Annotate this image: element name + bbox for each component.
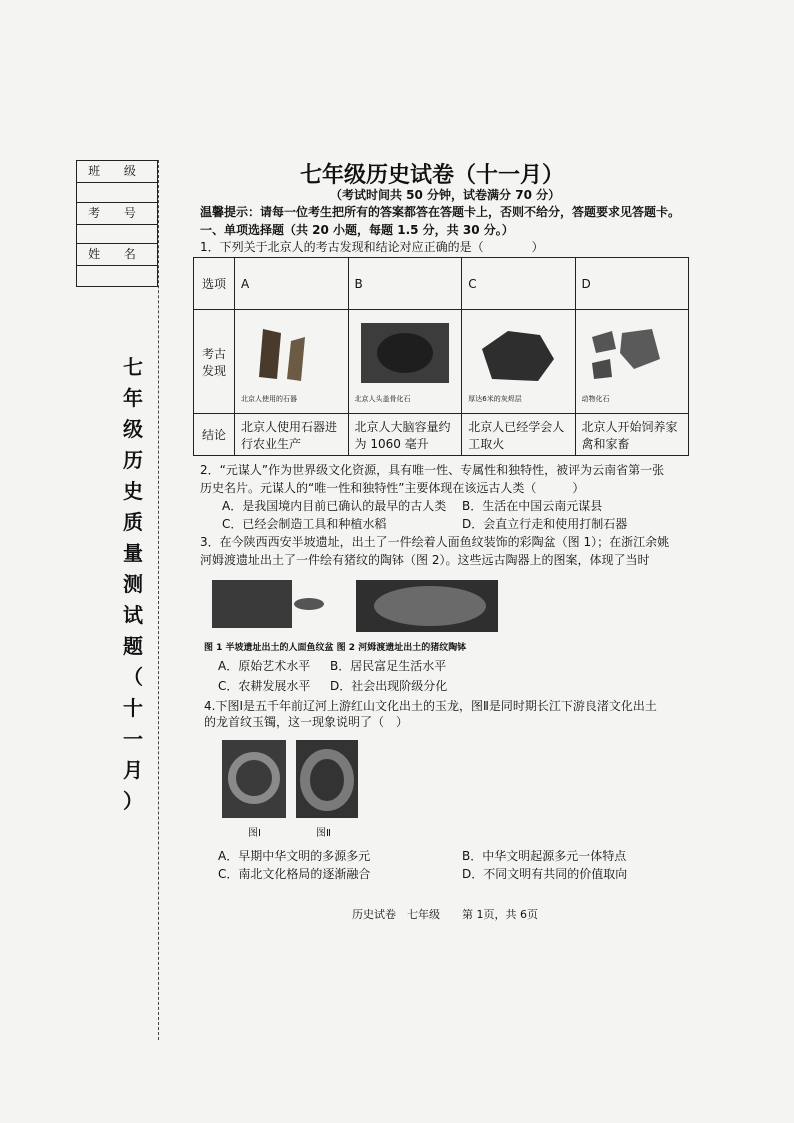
name-label: 姓 名 [77, 243, 157, 266]
finding-c-caption: 厚达6米的灰烬层 [468, 395, 522, 403]
name-field [77, 265, 157, 285]
q2-stem-line2: 历史名片。元谋人的“唯一性和独特性”主要体现在该远古人类（ ） [200, 481, 585, 495]
finding-c [462, 310, 575, 414]
option-b: B [348, 258, 462, 310]
warm-tip: 温馨提示：请每一位考生把所有的答案都答在答题卡上，否则不给分，答题要求见答题卡。 [200, 205, 681, 219]
q2-option-c: C．已经会制造工具和种植水稻 [222, 517, 387, 531]
q1-stem: 1．下列关于北京人的考古发现和结论对应正确的是（ ） [200, 240, 544, 254]
skull-photo [355, 319, 455, 391]
row-label-conclusion: 结论 [194, 414, 235, 456]
q4-option-a: A．早期中华文明的多源多元 [218, 849, 371, 863]
option-c: C [462, 258, 575, 310]
q4-option-c: C．南北文化格局的逐渐融合 [218, 867, 371, 881]
conclusion-d: 北京人开始饲养家禽和家畜 [575, 414, 688, 456]
q3-stem-line2: 河姆渡遗址出土了一件绘有猪纹的陶钵（图 2）。这些远古陶器上的图案，体现了当时 [200, 553, 650, 567]
row-label-option: 选项 [194, 258, 235, 310]
conclusion-a: 北京人使用石器进行农业生产 [235, 414, 349, 456]
q4-option-d: D．不同文明有共同的价值取向 [462, 867, 628, 881]
finding-a-caption: 北京人使用的石器 [241, 395, 297, 403]
binding-line [158, 160, 159, 1040]
ash-layer-photo [468, 319, 568, 391]
finding-b [348, 310, 462, 414]
conclusion-b: 北京人大脑容量约为 1060 毫升 [348, 414, 462, 456]
conclusion-c: 北京人已经学会人工取火 [462, 414, 575, 456]
exam-subtitle: （考试时间共 50 分钟，试卷满分 70 分） [330, 188, 561, 202]
figure-i-jade-dragon-photo [222, 740, 286, 818]
side-title: 七 年 级 历 史 质 量 测 试 题 （ 十 一 月 ） [123, 355, 143, 813]
q1-table [193, 257, 689, 456]
q2-option-d: D．会直立行走和使用打制石器 [462, 517, 628, 531]
q3-option-b: B．居民富足生活水平 [330, 659, 447, 673]
q3-option-d: D．社会出现阶级分化 [330, 679, 448, 693]
exam-no-field [77, 224, 157, 242]
finding-a [235, 310, 349, 414]
page-title: 七年级历史试卷（十一月） [300, 163, 565, 188]
finding-d [575, 310, 688, 414]
stone-tools-photo [241, 319, 341, 391]
figure-2-photo [356, 580, 498, 632]
figure-1-photo [212, 580, 292, 628]
finding-d-caption: 动物化石 [581, 395, 610, 403]
option-d: D [575, 258, 688, 310]
student-info-box [76, 160, 158, 287]
animal-fossil-photo [582, 319, 682, 391]
figure-ii-jade-bracelet-photo [296, 740, 358, 818]
section-heading: 一、单项选择题（共 20 小题，每题 1.5 分，共 30 分。） [200, 223, 514, 237]
q3-figure-caption: 图 1 半坡遗址出土的人面鱼纹盆 图 2 河姆渡遗址出土的猪纹陶钵 [204, 643, 467, 653]
q4-stem-line2: 的龙首纹玉镯，这一现象说明了（ ） [204, 715, 409, 729]
q2-stem-line1: 2．“元谋人”作为世界级文化资源，具有唯一性、专属性和独特性，被评为云南省第一张 [200, 463, 665, 477]
q4-option-b: B．中华文明起源多元一体特点 [462, 849, 627, 863]
exam-no-label: 考 号 [77, 202, 157, 225]
option-a: A [235, 258, 349, 310]
row-label-finding: 考古发现 [194, 310, 235, 414]
q3-option-a: A．原始艺术水平 [218, 659, 311, 673]
q3-option-c: C．农耕发展水平 [218, 679, 311, 693]
figure-1-basin-photo [292, 590, 326, 616]
class-field [77, 183, 157, 201]
q2-option-a: A．是我国境内目前已确认的最早的古人类 [222, 499, 447, 513]
q2-option-b: B．生活在中国云南元谋县 [462, 499, 603, 513]
q3-stem-line1: 3．在今陕西西安半坡遗址，出土了一件绘着人面鱼纹装饰的彩陶盆（图 1）；在浙江余姚 [200, 535, 670, 549]
class-label: 班 级 [77, 161, 157, 183]
finding-b-caption: 北京人头盖骨化石 [354, 395, 411, 403]
q4-stem-line1: 4.下图Ⅰ是五千年前辽河上游红山文化出土的玉龙，图Ⅱ是同时期长江下游良渚文化出土 [204, 699, 657, 713]
figure-i-label: 图Ⅰ [248, 828, 261, 839]
page-footer: 历史试卷 七年级 第 1页，共 6页 [352, 908, 538, 921]
figure-ii-label: 图Ⅱ [316, 828, 331, 839]
